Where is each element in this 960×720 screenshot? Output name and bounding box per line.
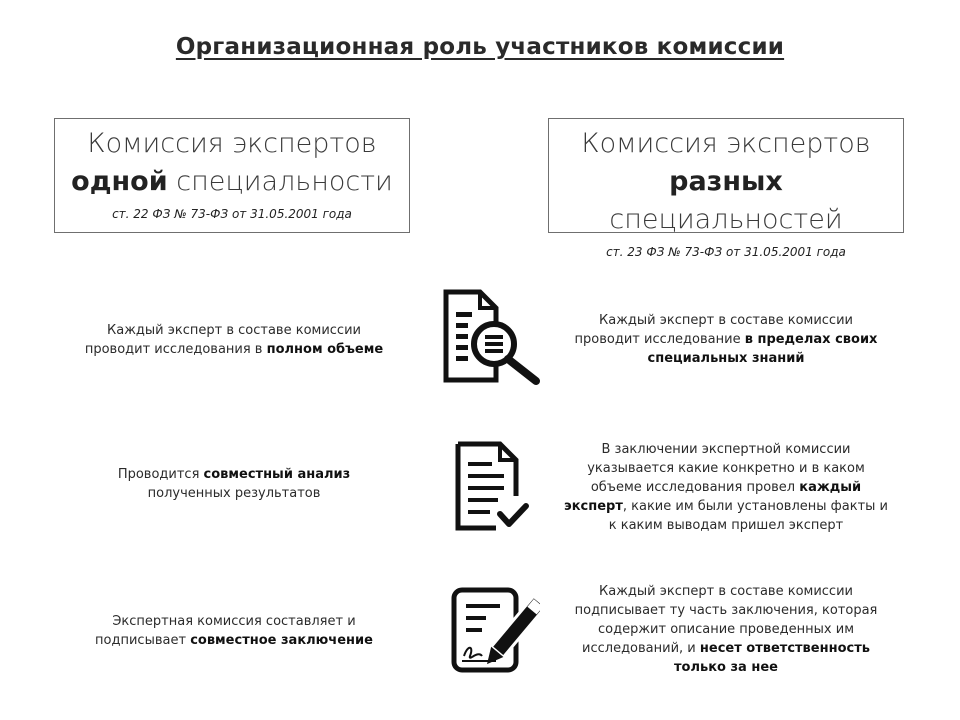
row3-right-text: Каждый эксперт в составе комиссии подписывает ту часть заключения, которая содержит описание проведенных им исследований, и несет ответственность только за нее (574, 584, 878, 675)
row3-left-text: Экспертная комиссия составляет и подписывает совместное заключение (95, 614, 373, 648)
row2-left-text: Проводится совместный анализ полученных результатов (117, 467, 351, 501)
multi-specialty-commission-box (548, 118, 904, 259)
row1-right-text: Каждый эксперт в составе комиссии проводит исследование в пределах своих специальных знаний (574, 313, 878, 366)
row1-left-text: Каждый эксперт в составе комиссии проводит исследования в полном объеме (84, 323, 384, 357)
box-heading-rest: специальностей (609, 204, 843, 235)
box-heading-rest: специальности (167, 166, 393, 197)
box-heading-line1: Комиссия экспертов (581, 128, 871, 159)
single-specialty-commission-box (54, 118, 410, 233)
law-reference: ст. 23 ФЗ № 73-ФЗ от 31.05.2001 года (606, 245, 846, 259)
box-heading-line2 (55, 163, 409, 201)
page-title: Организационная роль участников комиссии (175, 34, 785, 60)
box-heading-line1: Комиссия экспертов (87, 128, 377, 159)
document-search-icon (440, 288, 544, 386)
row2-right-text: В заключении экспертной комиссии указывается какие конкретно и в каком объеме исследования провел каждый эксперт, какие им были установлены факты и к каким выводам пришел эксперт (564, 442, 888, 533)
box-heading-bold: одной (71, 166, 168, 197)
box-heading-line2 (549, 163, 903, 239)
document-check-icon (452, 440, 532, 532)
box-heading-bold: разных (669, 166, 783, 197)
law-reference: ст. 22 ФЗ № 73-ФЗ от 31.05.2001 года (112, 207, 352, 221)
document-sign-icon (448, 584, 540, 676)
